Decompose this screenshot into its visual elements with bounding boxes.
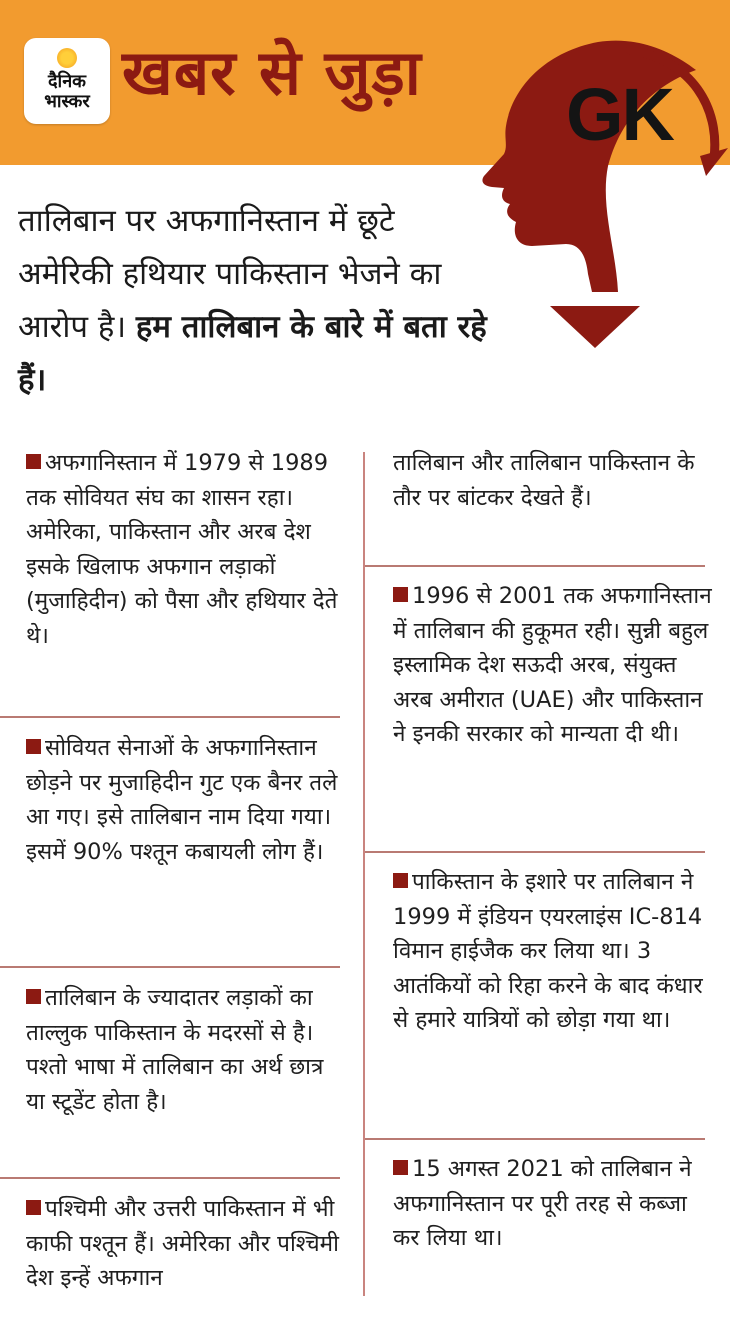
dainik-bhaskar-logo <box>24 38 110 124</box>
fact-item: पश्चिमी और उत्तरी पाकिस्तान में भी काफी पश्तून हैं। अमेरिका और पश्चिमी देश इन्हें अफगान <box>26 1196 339 1291</box>
intro-bold: हम तालिबान के बारे में बता रहे हैं। <box>18 309 487 398</box>
bullet-square-icon <box>26 454 41 469</box>
bullet-square-icon <box>26 1200 41 1215</box>
page-title: खबर से जुड़ा <box>122 36 422 109</box>
column-divider <box>363 452 365 1296</box>
bullet-square-icon <box>393 873 408 888</box>
row-divider <box>0 716 340 718</box>
fact-item: पाकिस्तान के इशारे पर तालिबान ने 1999 में इंडियन एयरलाइंस IC-814 विमान हाईजैक कर लिया था। 3 आतंकियों को रिहा करने के बाद कंधार से हमारे यात्रियों को छोड़ा गया था। <box>393 869 703 1033</box>
bullet-square-icon <box>26 739 41 754</box>
intro-text <box>18 195 498 407</box>
bullet-square-icon <box>393 1160 408 1175</box>
fact-item: 15 अगस्त 2021 को तालिबान ने अफगानिस्तान पर पूरी तरह से कब्जा कर लिया था। <box>393 1156 692 1251</box>
gk-badge: GK <box>566 73 673 156</box>
fact-item: अफगानिस्तान में 1979 से 1989 तक सोवियत संघ का शासन रहा। अमेरिका, पाकिस्तान और अरब देश इसके खिलाफ अफगान लड़ाकों (मुजाहिदीन) को पैसा और हथियार देते थे। <box>26 450 338 649</box>
row-divider <box>365 851 705 853</box>
row-divider <box>0 1177 340 1179</box>
fact-item: तालिबान के ज्यादातर लड़ाकों का ताल्लुक पाकिस्तान के मदरसों से है। पश्तो भाषा में तालिबान का अर्थ छात्र या स्टूडेंट होता है। <box>26 985 324 1115</box>
sun-icon <box>57 48 77 68</box>
row-divider <box>0 966 340 968</box>
logo-text-line2: भास्कर <box>44 91 90 112</box>
bullet-square-icon <box>26 989 41 1004</box>
fact-item: सोवियत सेनाओं के अफगानिस्तान छोड़ने पर मुजाहिदीन गुट एक बैनर तले आ गए। इसे तालिबान नाम दिया गया। इसमें 90% पश्तून कबायली लोग हैं। <box>26 735 338 865</box>
intro-normal: तालिबान पर अफगानिस्तान में छूटे अमेरिकी हथियार पाकिस्तान भेजने का आरोप है। <box>18 203 442 345</box>
fact-item-continuation: तालिबान और तालिबान पाकिस्तान के तौर पर बांटकर देखते हैं। <box>393 450 695 511</box>
fact-item: 1996 से 2001 तक अफगानिस्तान में तालिबान की हुकूमत रही। सुन्नी बहुल इस्लामिक देश सऊदी अरब, संयुक्त अरब अमीरात (UAE) और पाकिस्तान ने इनकी सरकार को मान्यता दी थी। <box>393 583 712 747</box>
logo-text-line1: दैनिक <box>47 71 87 92</box>
row-divider <box>365 1138 705 1140</box>
bullet-square-icon <box>393 587 408 602</box>
row-divider <box>365 565 705 567</box>
